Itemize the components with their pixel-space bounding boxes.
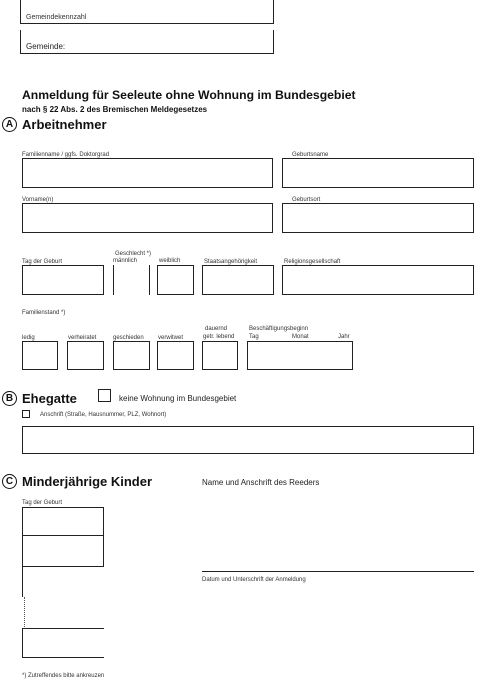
- form-title: Anmeldung für Seeleute ohne Wohnung im Bundesgebiet: [22, 88, 356, 102]
- verheiratet-checkbox[interactable]: [67, 341, 104, 370]
- staatsangehoerigkeit-field[interactable]: [202, 265, 274, 295]
- familienname-label: Familienname / ggfs. Doktorgrad: [22, 152, 110, 158]
- section-c-heading: Minderjährige Kinder: [22, 474, 153, 489]
- ledig-checkbox[interactable]: [22, 341, 58, 370]
- kind-3-geburtstag-field[interactable]: [22, 567, 104, 597]
- familienstand-label: Familienstand *): [22, 310, 66, 316]
- section-b-heading: Ehegatte: [22, 391, 77, 406]
- datum-unterschrift-label: Datum und Unterschrift der Anmeldung: [202, 577, 306, 583]
- beschaeftigungsbeginn-field[interactable]: [247, 341, 353, 370]
- keine-wohnung-checkbox[interactable]: [98, 389, 111, 402]
- monat-label: Monat: [292, 334, 309, 340]
- geburtsort-label: Geburtsort: [292, 197, 321, 203]
- anschrift-field[interactable]: [22, 426, 474, 454]
- section-a-marker: A: [2, 117, 17, 132]
- getrennt-lebend-checkbox[interactable]: [202, 341, 238, 370]
- geschlecht-label: Geschlecht *): [115, 251, 152, 257]
- footnote: *) Zutreffendes bitte ankreuzen: [22, 673, 105, 679]
- weiblich-checkbox[interactable]: [157, 265, 194, 295]
- kind-4-geburtstag-field[interactable]: [22, 628, 104, 658]
- section-b-marker: B: [2, 391, 17, 406]
- staatsangehoerigkeit-label: Staatsangehörigkeit: [204, 259, 258, 265]
- verwitwet-label: verwitwet: [158, 335, 184, 341]
- beschaeftigungsbeginn-label: Beschäftigungsbeginn: [249, 326, 309, 332]
- verheiratet-label: verheiratet: [68, 335, 97, 341]
- geschieden-label: geschieden: [113, 335, 144, 341]
- geburtsname-label: Geburtsname: [292, 152, 329, 158]
- tag-der-geburt-label: Tag der Geburt: [22, 259, 63, 265]
- getrennt-lebend-label: getr. lebend: [203, 334, 235, 340]
- kind-1-geburtstag-field[interactable]: [22, 507, 104, 536]
- keine-wohnung-label: keine Wohnung im Bundesgebiet: [119, 394, 237, 403]
- kind-2-geburtstag-field[interactable]: [22, 536, 104, 567]
- tag-der-geburt-field[interactable]: [22, 265, 104, 295]
- kinder-tag-der-geburt-label: Tag der Geburt: [22, 500, 63, 506]
- dauernd-label: dauernd: [205, 326, 228, 332]
- tag-label: Tag: [249, 334, 259, 340]
- reeder-line: [202, 571, 474, 572]
- religion-label: Religionsgesellschaft: [284, 259, 341, 265]
- anschrift-label: Anschrift (Straße, Hausnummer, PLZ, Wohnort): [40, 412, 167, 418]
- geburtsname-field[interactable]: [282, 158, 474, 188]
- vornamen-label: Vorname(n): [22, 197, 54, 203]
- familienname-field[interactable]: [22, 158, 273, 188]
- weiblich-label: weiblich: [159, 258, 181, 264]
- gemeindekennzahl-label: Gemeindekennzahl: [26, 14, 87, 21]
- religion-field[interactable]: [282, 265, 474, 295]
- jahr-label: Jahr: [338, 334, 350, 340]
- geschieden-checkbox[interactable]: [113, 341, 150, 370]
- section-c-marker: C: [2, 474, 17, 489]
- geburtsort-field[interactable]: [282, 203, 474, 233]
- maennlich-checkbox[interactable]: [113, 265, 150, 295]
- form-subtitle: nach § 22 Abs. 2 des Bremischen Meldegesetzes: [22, 105, 208, 114]
- ledig-label: ledig: [22, 335, 35, 341]
- section-a-heading: Arbeitnehmer: [22, 117, 107, 132]
- reeder-label: Name und Anschrift des Reeders: [202, 478, 320, 487]
- verwitwet-checkbox[interactable]: [157, 341, 194, 370]
- maennlich-label: männlich: [113, 258, 138, 264]
- gemeinde-label: Gemeinde:: [26, 42, 66, 51]
- vornamen-field[interactable]: [22, 203, 273, 233]
- anschrift-checkbox[interactable]: [22, 410, 30, 418]
